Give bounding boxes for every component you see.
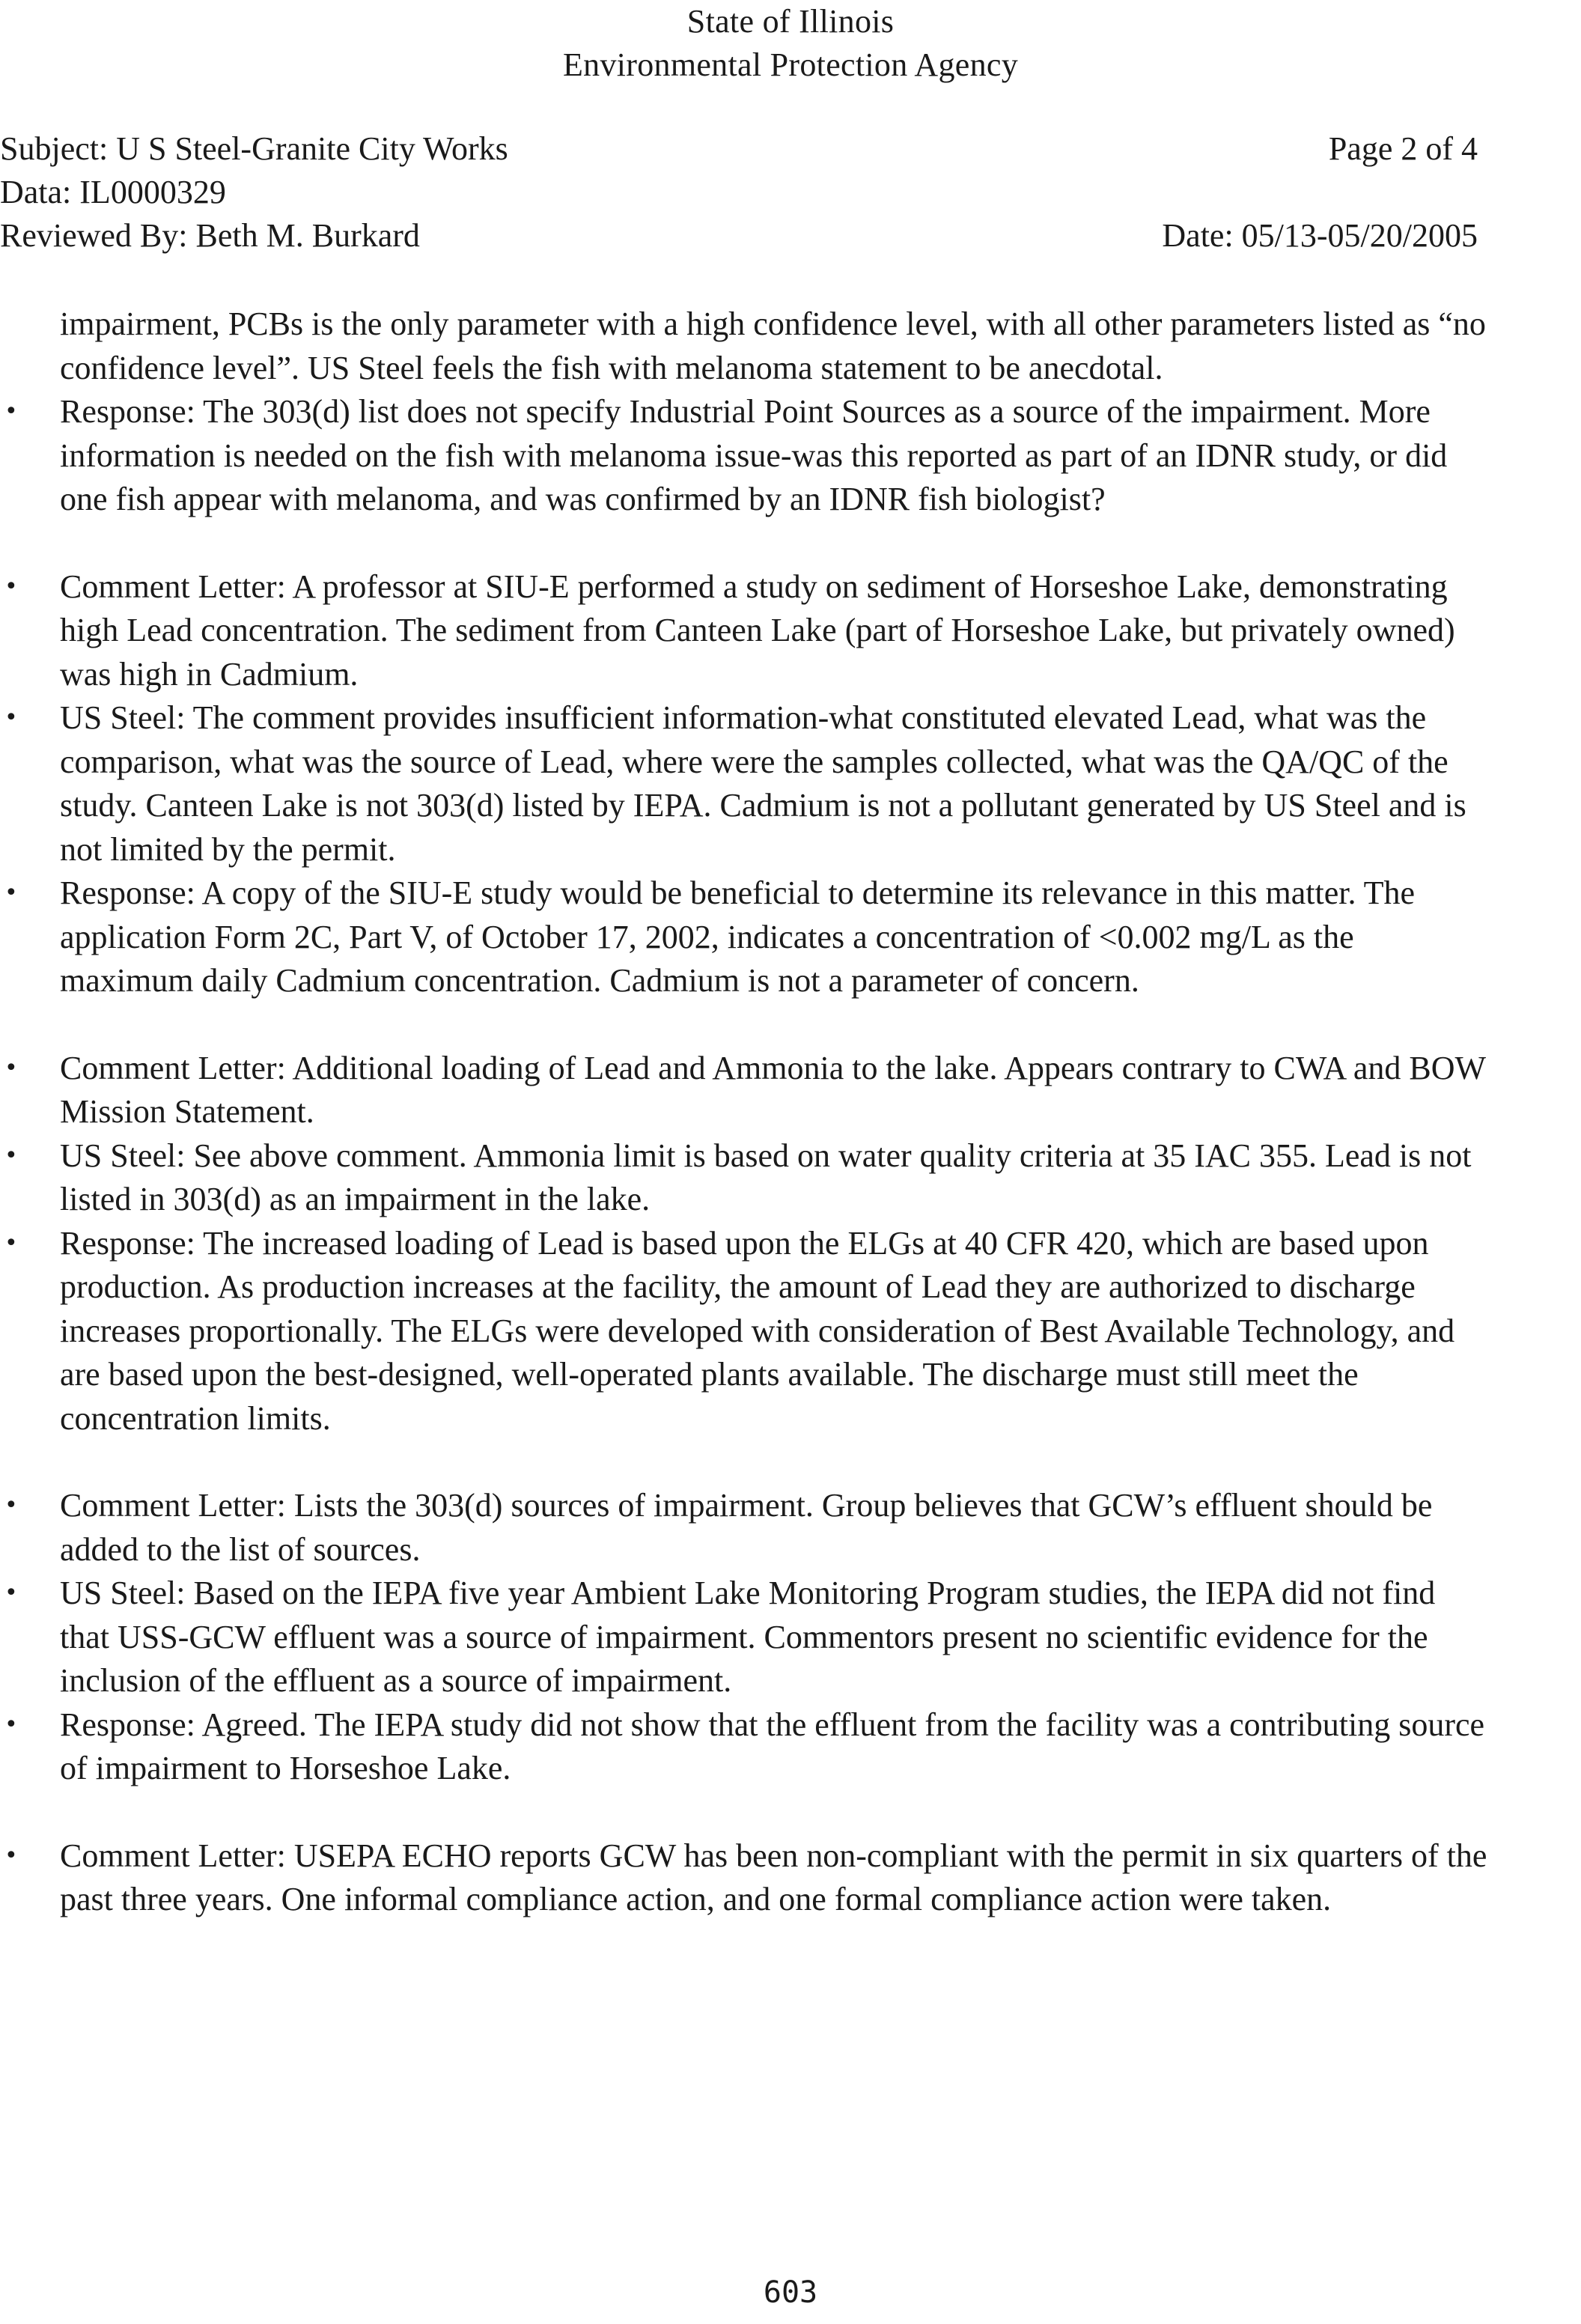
list-item (0, 1047, 1490, 1134)
bullet-icon: • (4, 1842, 18, 1869)
agency-name: Environmental Protection Agency (562, 46, 1019, 83)
document-meta (0, 127, 1478, 258)
list-item-text: US Steel: Based on the IEPA five year Ambient Lake Monitoring Program studies, the IEPA did not find that USS-GCW effluent was a source of impairment. Commentors present no scientific evidence for the inclusion of the effluent as a source of impairment. (60, 1575, 1436, 1699)
state-name: State of Illinois (686, 3, 895, 40)
document-body (0, 302, 1490, 1922)
list-item (0, 565, 1490, 697)
subject-line: Subject: U S Steel-Granite City Works (0, 130, 508, 167)
list-item (0, 1222, 1490, 1441)
comment-response-list (0, 390, 1490, 1922)
list-item (0, 1134, 1490, 1222)
bullet-icon: • (4, 1229, 18, 1256)
bullet-icon: • (4, 1711, 18, 1738)
list-item (0, 872, 1490, 1003)
list-item-text: Response: The 303(d) list does not specify Industrial Point Sources as a source of the impairment. More information is needed on the fish with melanoma issue-was this reported as part of an IDNR study, or did one fish appear with melanoma, and was confirmed by an IDNR fish biologist? (60, 393, 1448, 517)
bullet-icon: • (4, 1492, 18, 1518)
list-item-text: Comment Letter: Lists the 303(d) sources of impairment. Group believes that GCW’s effluent should be added to the list of sources. (60, 1487, 1433, 1568)
bullet-icon: • (4, 1054, 18, 1081)
page-number: 603 (763, 2275, 818, 2310)
list-item-text: US Steel: See above comment. Ammonia limit is based on water quality criteria at 35 IAC 355. Lead is not listed in 303(d) as an impairment in the lake. (60, 1137, 1472, 1217)
meta-row-reviewer (0, 214, 1478, 258)
bullet-icon: • (4, 705, 18, 731)
list-item-text: Comment Letter: Additional loading of Lead and Ammonia to the lake. Appears contrary to CWA and BOW Mission Statement. (60, 1049, 1486, 1130)
list-item-text: Response: A copy of the SIU-E study would be beneficial to determine its relevance in this matter. The application Form 2C, Part V, of October 17, 2002, indicates a concentration of <0.002 mg/L as the maximum daily Cadmium concentration. Cadmium is not a parameter of concern. (60, 874, 1416, 999)
list-item (0, 390, 1490, 522)
list-item-text: Response: The increased loading of Lead is based upon the ELGs at 40 CFR 420, which are based upon production. As production increases at the facility, the amount of Lead they are authorized to discharge increases proportionally. The ELGs were developed with consideration of Best Available Technology, and are based upon the best-designed, well-operated plants available. The discharge must still meet the concentration limits. (60, 1224, 1455, 1437)
bullet-icon: • (4, 880, 18, 906)
list-item (0, 1834, 1490, 1922)
agency-header (0, 0, 1581, 87)
bullet-icon: • (4, 1142, 18, 1169)
list-item-text: Comment Letter: USEPA ECHO reports GCW has been non-compliant with the permit in six quarters of the past three years. One informal compliance action, and one formal compliance action were taken. (60, 1837, 1487, 1917)
list-item (0, 696, 1490, 872)
date-line: Date: 05/13-05/20/2005 (1162, 217, 1478, 254)
list-item-text: US Steel: The comment provides insufficient information-what constituted elevated Lead, what was the comparison, what was the source of Lead, where were the samples collected, what was the QA/QC of the study. Canteen Lake is not 303(d) listed by IEPA. Cadmium is not a pollutant generated by US Steel and is not limited by the permit. (60, 699, 1466, 868)
list-item-text: Response: Agreed. The IEPA study did not show that the effluent from the facility was a contributing source of impairment to Horseshoe Lake. (60, 1706, 1485, 1786)
reviewed-by-line: Reviewed By: Beth M. Burkard (0, 217, 420, 254)
bullet-icon: • (4, 398, 18, 425)
bullet-icon: • (4, 573, 18, 600)
list-item (0, 1484, 1490, 1572)
bullet-icon: • (4, 1580, 18, 1606)
page-indicator: Page 2 of 4 (1328, 130, 1478, 167)
data-line: Data: IL0000329 (0, 174, 226, 210)
list-item-text: Comment Letter: A professor at SIU-E performed a study on sediment of Horseshoe Lake, demonstrating high Lead concentration. The sediment from Canteen Lake (part of Horseshoe Lake, but privately owned) was high in Cadmium. (60, 568, 1455, 693)
meta-row-data (0, 171, 1478, 214)
intro-paragraph: impairment, PCBs is the only parameter with a high confidence level, with all other parameters listed as “no confidence level”. US Steel feels the fish with melanoma statement to be anecdotal. (60, 305, 1486, 386)
list-item (0, 1703, 1490, 1791)
list-item (0, 1572, 1490, 1703)
meta-row-subject (0, 127, 1478, 171)
